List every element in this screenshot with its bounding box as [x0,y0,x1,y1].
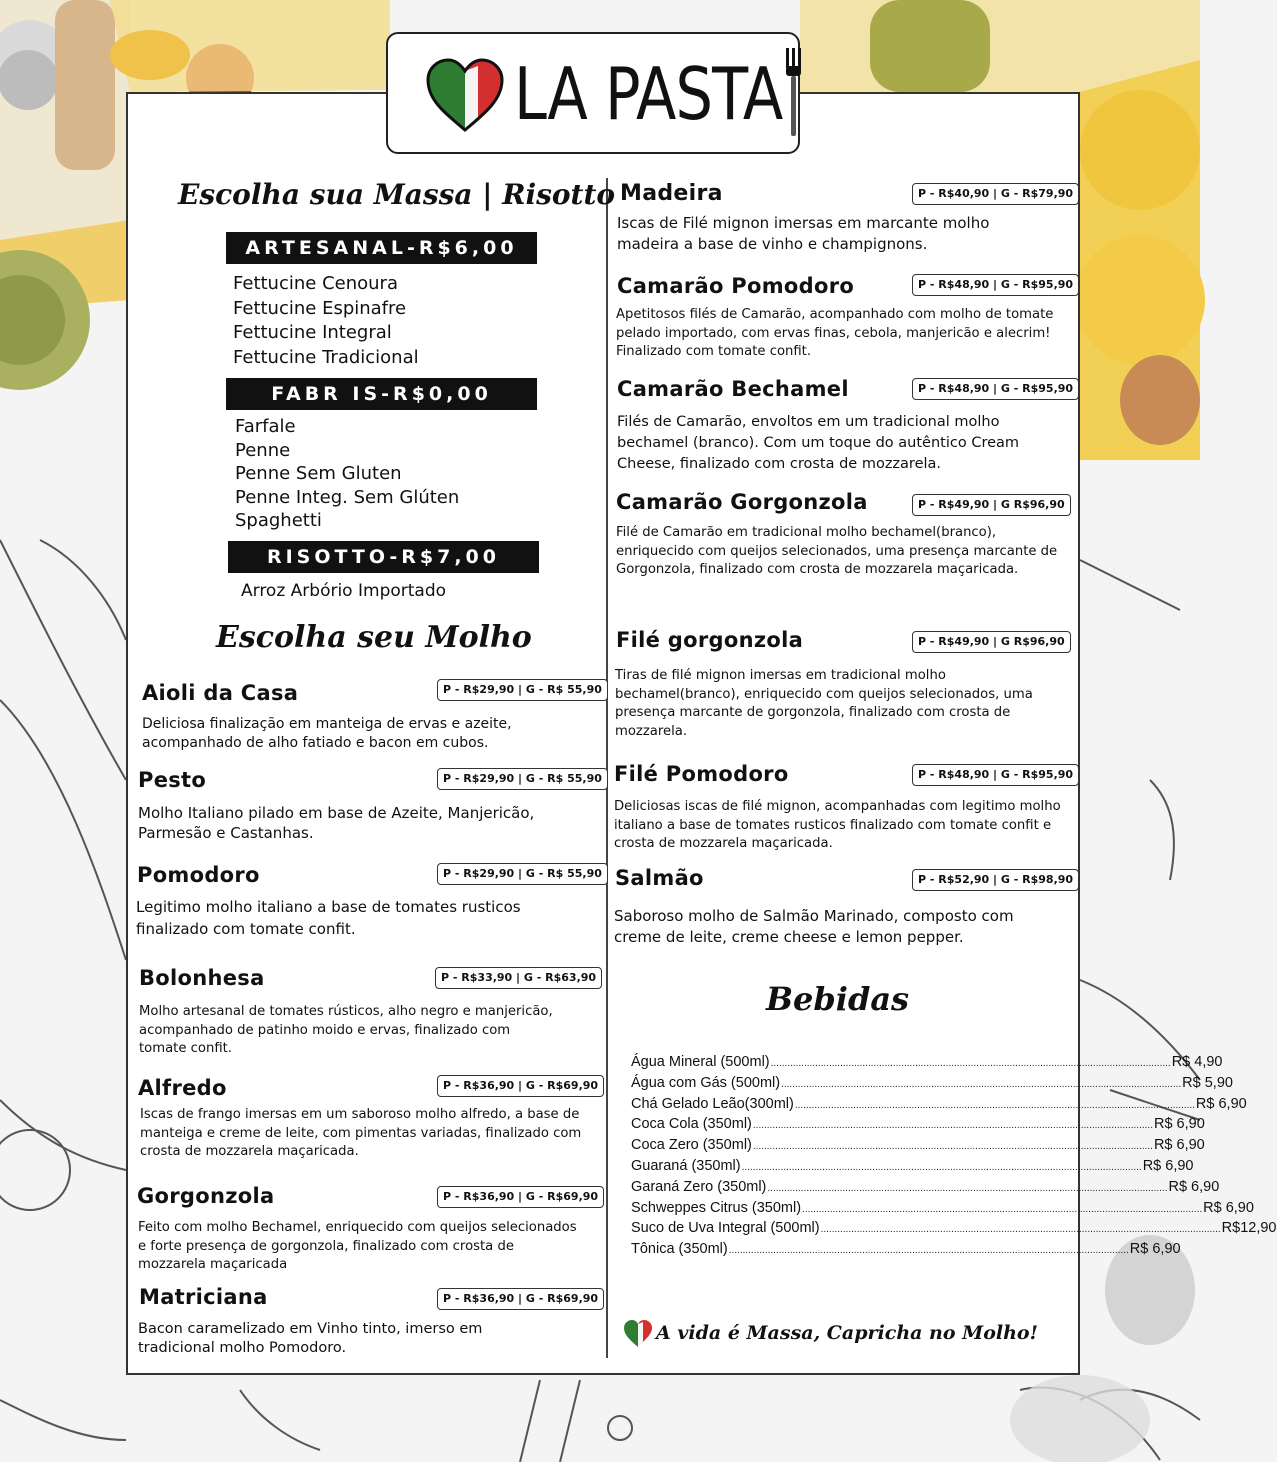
dish-desc: Iscas de Filé mignon imersas em marcante molho madeira a base de vinho e champignons. [617,214,990,253]
price-badge: P - R$29,90 | G - R$ 55,90 [437,863,608,885]
drink-row [631,1241,1181,1262]
drink-name: Suco de Uva Integral (500ml) [631,1220,820,1237]
sauce-desc: Molho Italiano pilado em base de Azeite, Manjericão, Parmesão e Castanhas. [138,804,535,842]
price-badge: P - R$29,90 | G - R$ 55,90 [437,768,608,790]
fabris-band: FABR IS-R$0,00 [226,378,537,410]
sauce-title: Matriciana [139,1285,268,1309]
risotto-band: RISOTTO-R$7,00 [228,541,539,573]
sauce-title: Alfredo [138,1076,227,1100]
list-item: Penne [235,439,291,461]
drink-name: Água Mineral (500ml) [631,1054,770,1070]
list-item: Spaghetti [235,510,322,531]
drink-name: Coca Cola (350ml) [631,1116,752,1133]
drink-price: R$ 6,90 [1153,1116,1205,1133]
sauce-desc: Deliciosa finalização em manteiga de ervas e azeite, acompanhado de alho fatiado e bacon em cubos. [142,716,512,751]
price-badge: P - R$48,90 | G - R$95,90 [912,378,1079,400]
drink-price: R$ 6,90 [1129,1241,1181,1258]
sauce-title: Gorgonzola [137,1184,275,1208]
brand-name: LA PASTA [514,52,783,136]
list-item: Arroz Arbório Importado [241,581,447,601]
drink-row [631,1054,1223,1075]
artesanal-band: ARTESANAL-R$6,00 [226,232,537,264]
sauce-title: Pomodoro [137,863,260,887]
dish-desc: Apetitosos filés de Camarão, acompanhado com molho de tomate pelado importado, com ervas finas, cebola, manjericão e alecrim! Finalizado com tomate confit. [616,307,1054,359]
drink-row [631,1199,1254,1221]
sauce-desc: Iscas de frango imersas em um saboroso molho alfredo, a base de manteiga e creme de leite, com pimentas variadas, finalizado com crosta de mozzarela maçaricada. [140,1107,582,1159]
dish-title: Camarão Gorgonzola [616,490,868,514]
leader-dots: ................................................................................................................................................ [752,1120,1153,1132]
drink-price: R$ 4,90 [1171,1054,1223,1070]
drink-price: R$ 6,90 [1195,1095,1247,1112]
list-item: Fettucine Integral [233,322,392,343]
molho-heading: Escolha seu Molho [216,620,532,655]
price-badge: P - R$49,90 | G R$96,90 [912,631,1071,653]
drink-price: R$ 6,90 [1153,1137,1205,1154]
sauce-desc: Legitimo molho italiano a base de tomates rusticos finalizado com tomate confit. [136,898,521,938]
price-badge: P - R$40,90 | G - R$79,90 [912,183,1079,205]
list-item: Farfale [235,416,296,437]
price-badge: P - R$33,90 | G - R$63,90 [435,967,602,989]
drinks-list [631,1054,1277,1262]
price-badge: P - R$36,90 | G - R$69,90 [437,1075,604,1097]
sauce-title: Aioli da Casa [142,681,299,705]
fabris-list [235,415,459,533]
drink-row [631,1095,1247,1117]
massa-heading: Escolha sua Massa | Risotto [178,178,616,211]
drink-name: Tônica (350ml) [631,1241,728,1258]
price-badge: P - R$36,90 | G - R$69,90 [437,1186,604,1208]
dish-desc: Filé de Camarão em tradicional molho bechamel(branco), enriquecido com queijos selecionados, uma presença marcante de Gorgonzola, finalizado com crosta de mozzarela maçaricada. [616,525,1058,577]
drink-name: Guaraná (350ml) [631,1157,741,1174]
bebidas-heading: Bebidas [766,980,910,1018]
drink-row [631,1116,1205,1137]
list-item: Penne Integ. Sem Glúten [235,486,460,508]
risotto-list [241,579,446,604]
dish-desc: Saboroso molho de Salmão Marinado, composto com creme de leite, creme cheese e lemon pepper. [614,907,1014,946]
list-item: Fettucine Tradicional [233,346,419,368]
list-item: Penne Sem Gluten [235,463,402,484]
sauce-desc: Feito com molho Bechamel, enriquecido com queijos selecionados e forte presença de gorgonzola, finalizado com crosta de mozzarela maçaricada [138,1220,577,1272]
italian-heart-icon [622,1318,654,1350]
logo-box [386,32,800,154]
dish-title: Camarão Pomodoro [617,274,855,298]
price-badge: P - R$52,90 | G - R$98,90 [912,869,1079,891]
fork-icon [784,48,804,138]
drink-name: Chá Gelado Leão(300ml) [631,1095,794,1112]
drink-price: R$ 6,90 [1168,1178,1220,1195]
dish-title: Salmão [615,866,704,890]
dish-desc: Tiras de filé mignon imersas em tradicional molho bechamel(branco), enriquecido com queijos selecionados, uma presença marcante de gorgonzola, finalizado com crosta de mozzarela. [615,668,1033,739]
leader-dots: ................................................................................................................................................ [770,1058,1171,1069]
leader-dots: ................................................................................................................................................ [767,1182,1168,1194]
sauce-title: Pesto [138,768,207,792]
sauce-desc: Molho artesanal de tomates rústicos, alho negro e manjericão, acompanhado de patinho moido e ervas, finalizado com tomate confit. [139,1004,553,1056]
list-item: Fettucine Cenoura [233,273,398,294]
dish-desc: Deliciosas iscas de filé mignon, acompanhadas com legitimo molho italiano a base de tomates rusticos finalizado com tomate confit e crosta de mozzarela maçaricada. [614,799,1061,851]
leader-dots: ................................................................................................................................................ [728,1245,1129,1257]
leader-dots: ................................................................................................................................................ [741,1161,1142,1173]
price-badge: P - R$49,90 | G R$96,90 [912,494,1071,516]
leader-dots: ................................................................................................................................................ [820,1224,1221,1236]
list-item: Fettucine Espinafre [233,297,407,319]
drink-name: Garaná Zero (350ml) [631,1178,767,1195]
price-badge: P - R$48,90 | G - R$95,90 [912,764,1079,786]
drink-price: R$12,90 [1221,1220,1277,1237]
drink-row [631,1220,1277,1241]
leader-dots: ................................................................................................................................................ [794,1099,1195,1111]
leader-dots: ................................................................................................................................................ [752,1141,1153,1153]
dish-title: Camarão Bechamel [617,377,849,401]
price-badge: P - R$48,90 | G - R$95,90 [912,274,1079,296]
sauce-title: Bolonhesa [139,966,265,990]
drink-row [631,1074,1233,1096]
slogan: A vida é Massa, Capricha no Molho! [656,1322,1038,1344]
italian-heart-icon [424,56,506,136]
dish-title: Filé Pomodoro [614,762,789,786]
drink-name: Água com Gás (500ml) [631,1074,781,1091]
price-badge: P - R$36,90 | G - R$69,90 [437,1288,604,1310]
dish-title: Madeira [620,181,723,206]
drink-row [631,1137,1205,1158]
sauce-desc: Bacon caramelizado em Vinho tinto, imerso em tradicional molho Pomodoro. [138,1321,483,1356]
drink-row [631,1157,1194,1179]
drink-price: R$ 6,90 [1142,1157,1194,1174]
drink-price: R$ 6,90 [1203,1199,1254,1216]
artesanal-list [233,272,419,370]
dish-title: Filé gorgonzola [616,628,804,652]
drink-price: R$ 5,90 [1182,1074,1233,1091]
leader-dots: ................................................................................................................................................ [802,1203,1203,1215]
drink-name: Coca Zero (350ml) [631,1137,752,1154]
price-badge: P - R$29,90 | G - R$ 55,90 [437,679,608,701]
drink-row [631,1178,1220,1200]
dish-desc: Filés de Camarão, envoltos em um tradicional molho bechamel (branco). Com um toque do autêntico Cream Cheese, finalizado com crosta de mozzarela. [617,414,1020,472]
drink-name: Schweppes Citrus (350ml) [631,1199,802,1216]
leader-dots: ................................................................................................................................................ [781,1078,1182,1090]
